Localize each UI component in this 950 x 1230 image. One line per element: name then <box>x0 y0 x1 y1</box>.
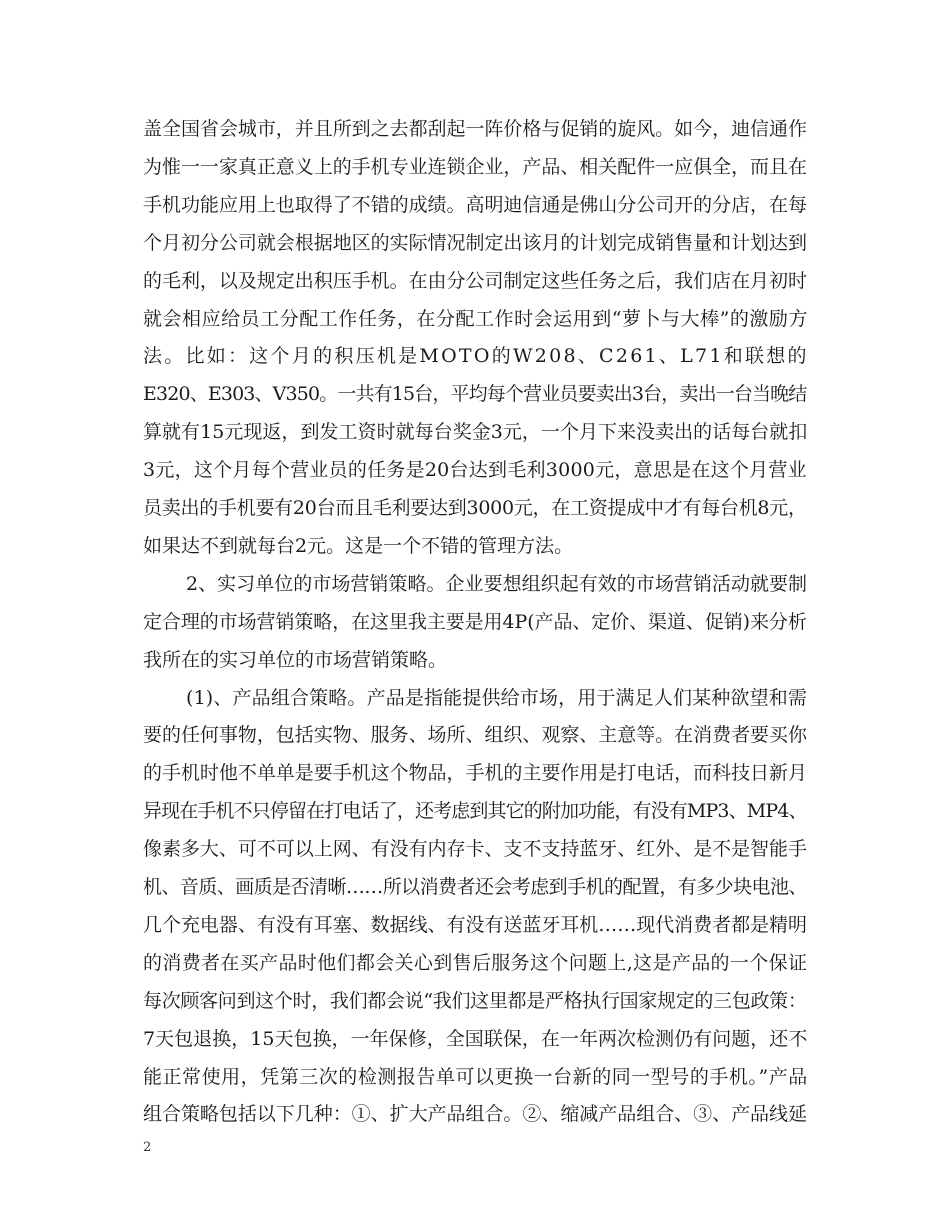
text-line: 盖全国省会城市，并且所到之去都刮起一阵价格与促销的旋风。如今，迪信通作 <box>143 118 807 140</box>
text-line: 的手机时他不单单是要手机这个物品，手机的主要作用是打电话，而科技日新月 <box>143 762 807 785</box>
text-line: 每次顾客问到这个时，我们都会说“我们这里都是严格执行国家规定的三包政策： <box>143 989 807 1012</box>
text-line: 能正常使用，凭第三次的检测报告单可以更换一台新的同一型号的手机。”产品 <box>143 1065 808 1088</box>
text-line: 的消费者在买产品时他们都会关心到售后服务这个问题上,这是产品的一个保证 <box>143 951 808 974</box>
text-line: 的毛利，以及规定出积压手机。在由分公司制定这些任务之后，我们店在月初时 <box>143 269 807 292</box>
text-line: 要的任何事物，包括实物、服务、场所、组织、观察、主意等。在消费者要买你 <box>143 724 807 747</box>
text-line: 就会相应给员工分配工作任务，在分配工作时会运用到“萝卜与大棒”的激励方 <box>143 307 808 330</box>
text-line: 为惟一一家真正意义上的手机专业连锁企业，产品、相关配件一应俱全，而且在 <box>143 155 807 178</box>
text-line: 7天包退换，15天包换，一年保修，全国联保，在一年两次检测仍有问题，还不 <box>143 1027 808 1050</box>
page-number: 2 <box>143 1140 152 1155</box>
text-line: 员卖出的手机要有20台而且毛利要达到3000元，在工资提成中才有每台机8元， <box>143 497 807 519</box>
text-line: 异现在手机不只停留在打电话了，还考虑到其它的附加功能，有没有MP3、MP4、 <box>143 800 807 823</box>
text-line: 法。比如：这个月的积压机是MOTO的W208、C261、L71和联想的 <box>143 345 809 368</box>
text-line: (1)、产品组合策略。产品是指能提供给市场，用于满足人们某种欲望和需 <box>186 686 808 709</box>
text-line: 个月初分公司就会根据地区的实际情况制定出该月的计划完成销售量和计划达到 <box>143 231 807 254</box>
text-line: 机、音质、画质是否清晰……所以消费者还会考虑到手机的配置，有多少块电池、 <box>143 876 807 898</box>
text-line: 2、实习单位的市场营销策略。企业要想组织起有效的市场营销活动就要制 <box>186 572 808 595</box>
text-line: 我所在的实习单位的市场营销策略。 <box>143 648 448 671</box>
text-line: 手机功能应用上也取得了不错的成绩。高明迪信通是佛山分公司开的分店，在每 <box>143 193 807 216</box>
text-line: 定合理的市场营销策略，在这里我主要是用4P(产品、定价、渠道、促销)来分析 <box>143 610 807 633</box>
text-line: E320、E303、V350。一共有15台，平均每个营业员要卖出3台，卖出一台当晚结 <box>143 383 807 406</box>
text-line: 像素多大、可不可以上网、有没有内存卡、支不支持蓝牙、红外、是不是智能手 <box>143 838 807 861</box>
text-line: 几个充电器、有没有耳塞、数据线、有没有送蓝牙耳机……现代消费者都是精明 <box>143 913 807 936</box>
text-line: 组合策略包括以下几种：①、扩大产品组合。②、缩减产品组合、③、产品线延 <box>143 1103 807 1126</box>
text-line: 算就有15元现返，到发工资时就每台奖金3元，一个月下来没卖出的话每台就扣 <box>143 421 808 444</box>
text-line: 3元，这个月每个营业员的任务是20台达到毛利3000元，意思是在这个月营业 <box>143 459 807 482</box>
text-line: 如果达不到就每台2元。这是一个不错的管理方法。 <box>143 534 574 557</box>
